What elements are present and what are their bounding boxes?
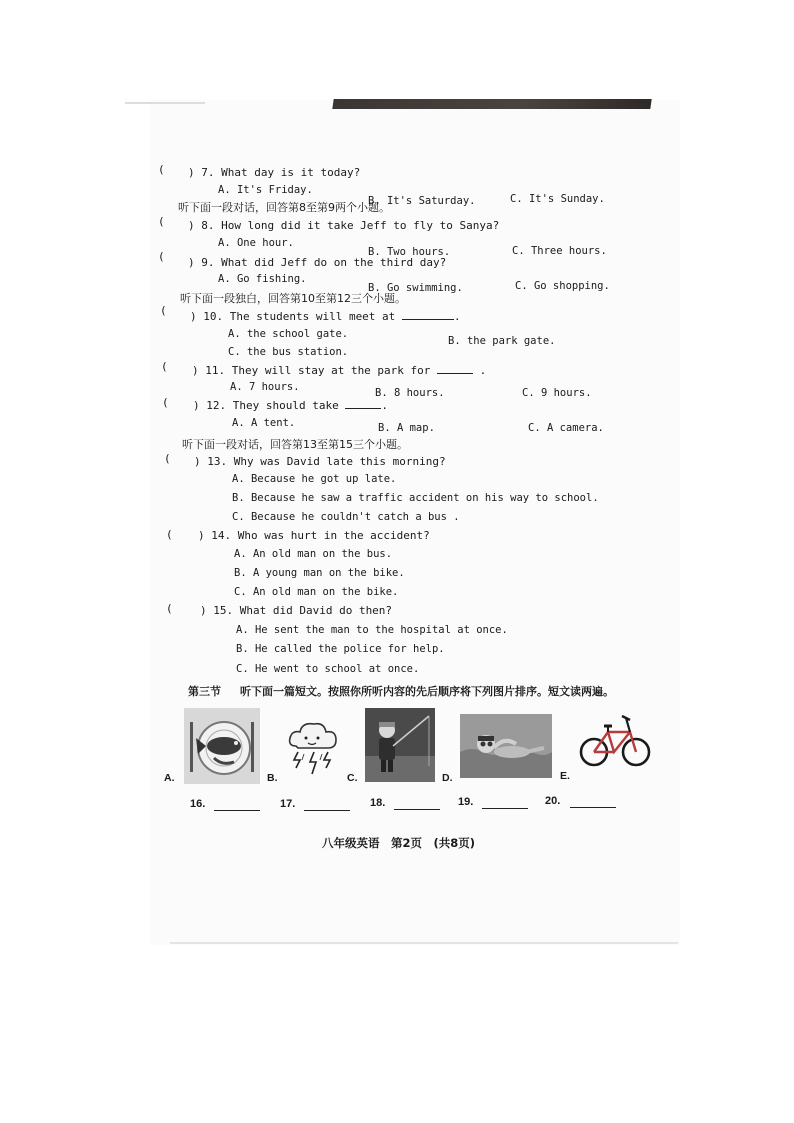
answer-paren[interactable]: ( (158, 250, 165, 263)
answer-blank[interactable] (437, 373, 473, 374)
question-14: ) 14. Who was hurt in the accident? (198, 529, 430, 542)
answer-blank[interactable] (402, 319, 454, 320)
section-3-instruction: 听下面一篇短文。按照你所听内容的先后顺序将下列图片排序。短文读两遍。 (240, 685, 614, 698)
section-intro: 听下面一段对话，回答第8至第9两个小题。 (178, 201, 390, 214)
option-b: B. A young man on the bike. (234, 567, 405, 579)
answer-paren[interactable]: ( (158, 163, 165, 176)
option-a: A. He sent the man to the hospital at once. (236, 624, 508, 636)
option-c: C. the bus station. (228, 346, 349, 358)
question-10-end: . (453, 310, 461, 323)
option-b: B. Two hours. (368, 246, 451, 258)
option-b: B. Go swimming. (368, 282, 463, 294)
option-c: C. A camera. (528, 422, 604, 434)
question-13: ) 13. Why was David late this morning? (194, 455, 446, 468)
option-c: C. Three hours. (512, 245, 607, 257)
picture-letter: C. (347, 772, 358, 784)
question-11-stem: ) 11. They will stay at the park for (192, 364, 431, 377)
question-12-stem: ) 12. They should take (193, 399, 339, 412)
section-intro: 听下面一段独白，回答第10至第12三个小题。 (180, 292, 406, 305)
answer-number: 20. (545, 795, 561, 807)
answer-blank[interactable] (304, 810, 350, 811)
question-8: ) 8. How long did it take Jeff to fly to Sanya? (188, 219, 500, 232)
page-footer: 八年级英语 第2页 (共8页) (322, 836, 476, 850)
picture-letter: A. (164, 772, 175, 784)
answer-blank[interactable] (214, 810, 260, 811)
picture-letter: B. (267, 772, 278, 784)
answer-blank[interactable] (345, 408, 381, 409)
option-b: B. It's Saturday. (368, 195, 476, 207)
boy-swimming-icon (460, 714, 552, 778)
question-9: ) 9. What did Jeff do on the third day? (188, 256, 447, 269)
boy-fishing-icon (365, 708, 435, 782)
answer-number: 16. (190, 798, 206, 810)
answer-paren[interactable]: ( (166, 602, 173, 615)
answer-paren[interactable]: ( (164, 452, 171, 465)
option-a: A. One hour. (218, 237, 294, 249)
section-intro: 听下面一段对话，回答第13至第15三个小题。 (182, 438, 408, 451)
answer-number: 18. (370, 797, 386, 809)
question-11-end: . (479, 364, 487, 377)
option-b: B. the park gate. (448, 335, 556, 347)
answer-paren[interactable]: ( (158, 215, 165, 228)
option-a: A. An old man on the bus. (234, 548, 393, 560)
question-7: ) 7. What day is it today? (188, 166, 361, 179)
answer-paren[interactable]: ( (161, 360, 168, 373)
answer-blank[interactable] (482, 808, 528, 809)
option-a: A. Because he got up late. (232, 473, 397, 485)
option-b: B. A map. (378, 422, 435, 434)
question-10-stem: ) 10. The students will meet at (190, 310, 396, 323)
question-10 (190, 310, 461, 323)
option-a: A. A tent. (232, 417, 296, 429)
bicycle-icon (578, 712, 652, 770)
option-b: B. Because he saw a traffic accident on his way to school. (232, 492, 599, 504)
option-c: C. Because he couldn't catch a bus . (232, 511, 460, 523)
picture-letter: E. (560, 770, 570, 782)
answer-paren[interactable]: ( (166, 528, 173, 541)
fish-on-plate-icon (184, 708, 260, 784)
answer-number: 19. (458, 796, 474, 808)
option-c: C. An old man on the bike. (234, 586, 399, 598)
option-a: A. the school gate. (228, 328, 349, 340)
option-b: B. He called the police for help. (236, 643, 445, 655)
answer-paren[interactable]: ( (160, 304, 167, 317)
option-c: C. It's Sunday. (510, 193, 605, 205)
question-15: ) 15. What did David do then? (200, 604, 393, 617)
option-c: C. He went to school at once. (236, 663, 420, 675)
question-12-end: . (381, 399, 388, 412)
answer-number: 17. (280, 798, 296, 810)
answer-paren[interactable]: ( (162, 396, 169, 409)
option-a: A. Go fishing. (218, 273, 307, 285)
question-11 (192, 364, 486, 377)
question-12 (193, 399, 388, 412)
section-3-title: 第三节 (188, 685, 221, 698)
answer-blank[interactable] (394, 809, 440, 810)
option-b: B. 8 hours. (375, 387, 445, 399)
option-a: A. 7 hours. (230, 381, 300, 393)
option-a: A. It's Friday. (218, 184, 313, 196)
thunderstorm-cloud-icon (284, 716, 342, 778)
option-c: C. 9 hours. (522, 387, 592, 399)
answer-blank[interactable] (570, 807, 616, 808)
option-c: C. Go shopping. (515, 280, 610, 292)
picture-letter: D. (442, 772, 453, 784)
